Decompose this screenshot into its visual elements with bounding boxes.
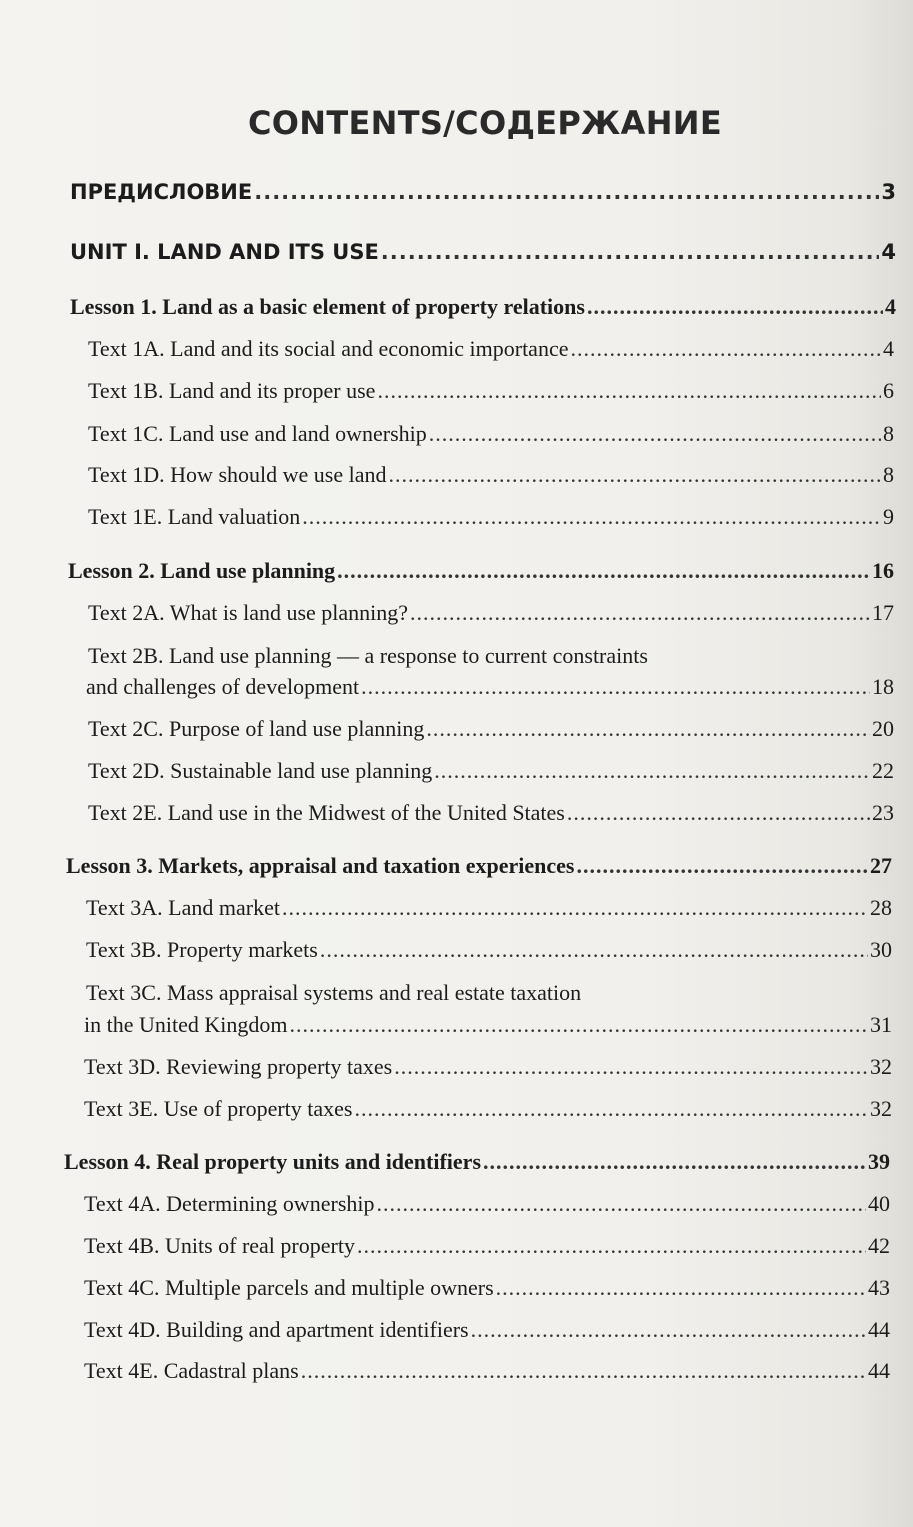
toc-entry-text-2c[interactable]: [88, 716, 894, 742]
dot-leader: [496, 1275, 866, 1301]
toc-label: Text 2C. Purpose of land use planning: [88, 716, 425, 741]
toc-page-number: 31: [870, 1012, 892, 1037]
toc-entry-text-4c[interactable]: [84, 1275, 890, 1301]
toc-label: Text 4C. Multiple parcels and multiple owners: [84, 1275, 494, 1300]
toc-entry-lesson-3[interactable]: [66, 853, 892, 879]
dot-leader: [567, 800, 870, 826]
dot-leader: [357, 1233, 866, 1259]
toc-page-number: 40: [868, 1191, 890, 1216]
dot-leader: [254, 180, 879, 204]
dot-leader: [587, 294, 883, 320]
toc-entry-text-2b[interactable]: [86, 674, 894, 700]
toc-label: Text 2E. Land use in the Midwest of the United States: [88, 800, 565, 825]
toc-label: Text 1C. Land use and land ownership: [88, 421, 427, 446]
toc-label: Text 4B. Units of real property: [84, 1233, 355, 1258]
toc-label: Text 4D. Building and apartment identifiers: [84, 1317, 469, 1342]
dot-leader: [377, 378, 881, 404]
toc-label: Text 3D. Reviewing property taxes: [84, 1054, 393, 1079]
toc-label: Text 2D. Sustainable land use planning: [88, 758, 433, 783]
toc-entry-text-1c[interactable]: [88, 421, 894, 447]
toc-entry-text-1e[interactable]: [88, 504, 894, 530]
toc-page-number: 39: [868, 1149, 890, 1174]
toc-entry-text-4e[interactable]: [84, 1358, 890, 1384]
toc-page-number: 4: [881, 240, 896, 264]
dot-leader: [337, 558, 870, 584]
toc-page-number: 30: [870, 937, 892, 962]
toc-entry-text-2e[interactable]: [88, 800, 894, 826]
toc-page-number: 20: [872, 716, 894, 741]
toc-entry-text-3d[interactable]: [84, 1054, 892, 1080]
page-title: CONTENTS/СОДЕРЖАНИЕ: [247, 104, 723, 142]
toc-page-number: 32: [870, 1096, 892, 1121]
toc-label: Text 1E. Land valuation: [88, 504, 301, 529]
toc-label: Text 1B. Land and its proper use: [88, 378, 376, 403]
toc-label: ПРЕДИСЛОВИЕ: [70, 180, 253, 204]
toc-entry-text-2d[interactable]: [88, 758, 894, 784]
toc-entry-unit-1[interactable]: [70, 240, 896, 264]
toc-entry-text-1d[interactable]: [88, 462, 894, 488]
dot-leader: [576, 853, 868, 879]
toc-label: UNIT I. LAND AND ITS USE: [70, 240, 379, 264]
dot-leader: [355, 1096, 869, 1122]
dot-leader: [570, 336, 881, 362]
toc-page-number: 22: [872, 758, 894, 783]
toc-page-number: 4: [883, 336, 894, 361]
toc-entry-text-1b[interactable]: [88, 378, 894, 404]
toc-entry-text-3a[interactable]: [86, 895, 892, 921]
toc-entry-lesson-4[interactable]: [64, 1149, 890, 1175]
toc-page-number: 28: [870, 895, 892, 920]
toc-label: Text 1A. Land and its social and economic importance: [88, 336, 569, 361]
toc-entry-text-3e[interactable]: [84, 1096, 892, 1122]
toc-page-number: 44: [868, 1317, 890, 1342]
dot-leader: [394, 1054, 868, 1080]
toc-page-number: 9: [883, 504, 894, 529]
toc-page-number: 6: [883, 378, 894, 403]
toc-page-number: 27: [870, 853, 892, 878]
toc-entry-text-1a[interactable]: [88, 336, 894, 362]
dot-leader: [320, 937, 868, 963]
toc-label: in the United Kingdom: [84, 1012, 288, 1037]
dot-leader: [361, 674, 870, 700]
toc-page-number: 8: [883, 421, 894, 446]
toc-entry-lesson-1[interactable]: [70, 294, 896, 320]
toc-label: Text 3E. Use of property taxes: [84, 1096, 353, 1121]
dot-leader: [388, 462, 881, 488]
toc-entry-text-2a[interactable]: [88, 600, 894, 626]
dot-leader: [426, 716, 870, 742]
dot-leader: [282, 895, 868, 921]
toc-page-number: 43: [868, 1275, 890, 1300]
dot-leader: [301, 1358, 866, 1384]
dot-leader: [471, 1317, 866, 1343]
dot-leader: [434, 758, 870, 784]
dot-leader: [381, 240, 880, 264]
toc-label: Text 1D. How should we use land: [88, 462, 387, 487]
toc-page-number: 18: [872, 674, 894, 699]
toc-page-number: 42: [868, 1233, 890, 1258]
toc-label: Text 4E. Cadastral plans: [84, 1358, 299, 1383]
toc-label: Lesson 2. Land use planning: [68, 558, 336, 583]
toc-entry-foreword[interactable]: [70, 180, 896, 204]
toc-page-number: 32: [870, 1054, 892, 1079]
toc-page-number: 4: [885, 294, 896, 319]
dot-leader: [302, 504, 881, 530]
toc-label: Text 3B. Property markets: [86, 937, 318, 962]
toc-label: Text 4A. Determining ownership: [84, 1191, 375, 1216]
toc-page-number: 17: [872, 600, 894, 625]
toc-label: Text 2A. What is land use planning?: [88, 600, 409, 625]
toc-page-number: 16: [872, 558, 894, 583]
toc-entry-text-4a[interactable]: [84, 1191, 890, 1217]
toc-entry-lesson-2[interactable]: [68, 558, 894, 584]
dot-leader: [377, 1191, 866, 1217]
dot-leader: [289, 1012, 868, 1038]
toc-entry-text-2b-line-1[interactable]: Text 2B. Land use planning — a response to current constraints: [88, 643, 648, 668]
toc-entry-text-3c[interactable]: [84, 1012, 892, 1038]
toc-entry-text-3c-line-1[interactable]: Text 3C. Mass appraisal systems and real estate taxation: [86, 980, 582, 1005]
dot-leader: [410, 600, 870, 626]
toc-label: and challenges of development: [86, 674, 360, 699]
toc-entry-text-4d[interactable]: [84, 1317, 890, 1343]
toc-page-number: 8: [883, 462, 894, 487]
toc-label: Lesson 4. Real property units and identifiers: [64, 1149, 482, 1174]
dot-leader: [483, 1149, 866, 1175]
toc-label: Lesson 1. Land as a basic element of property relations: [70, 294, 585, 319]
toc-label: Text 3A. Land market: [86, 895, 280, 920]
toc-label: Lesson 3. Markets, appraisal and taxation experiences: [66, 853, 575, 878]
dot-leader: [429, 421, 881, 447]
toc-entry-text-3b[interactable]: [86, 937, 892, 963]
toc-page-number: 44: [868, 1358, 890, 1383]
toc-page-number: 23: [872, 800, 894, 825]
toc-entry-text-4b[interactable]: [84, 1233, 890, 1259]
toc-page-number: 3: [881, 180, 896, 204]
